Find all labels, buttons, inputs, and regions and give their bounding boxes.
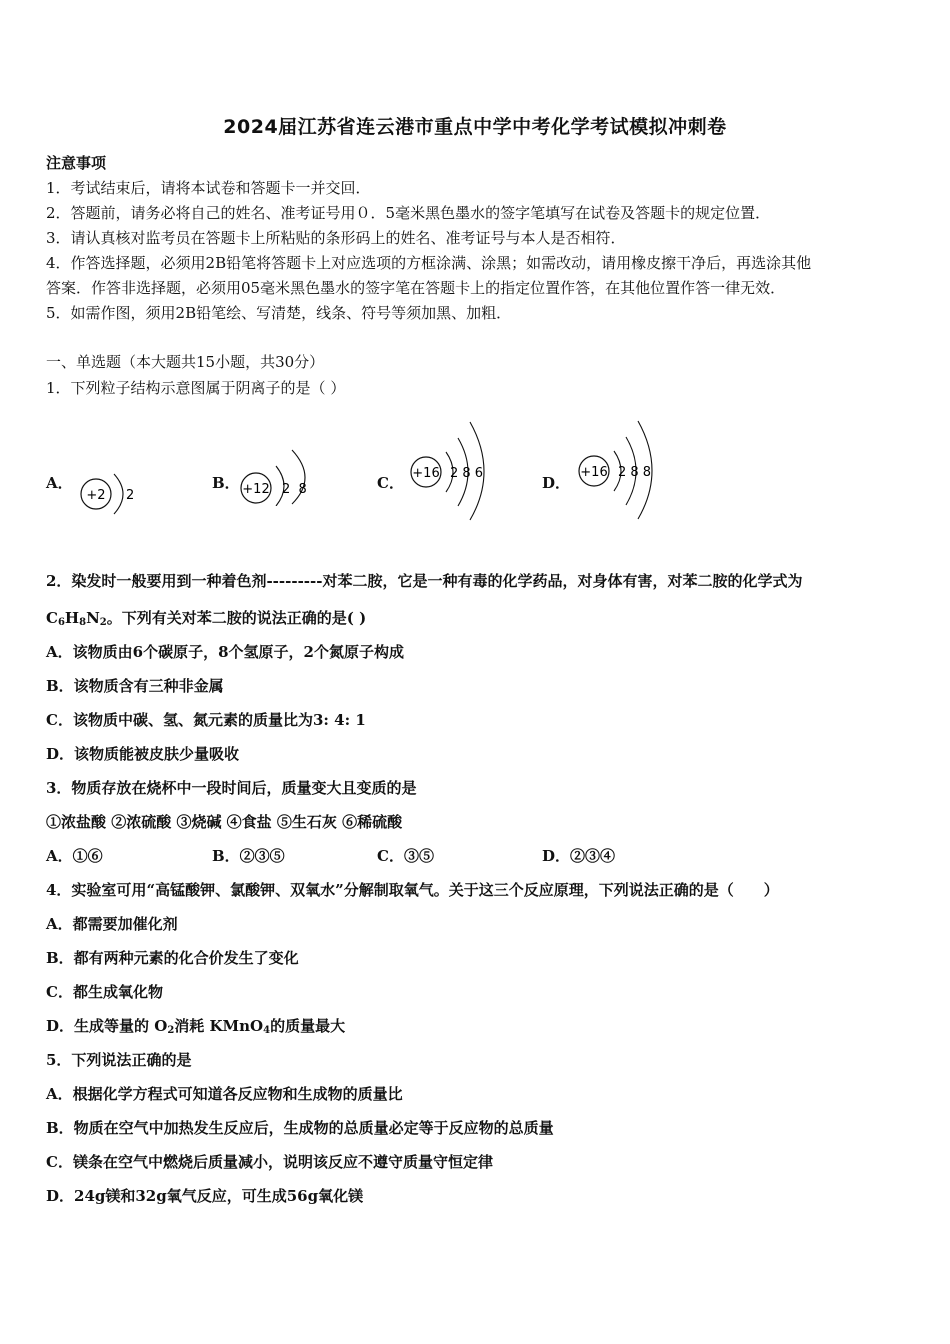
atom-diagram-c: [406, 414, 506, 528]
formula-c-count: 6: [57, 617, 65, 628]
q2-option-d: D．该物质能被皮肤少量吸收: [46, 745, 240, 763]
formula-h-count: 8: [79, 617, 87, 628]
q3-option-b: B．②③⑤: [212, 847, 285, 865]
q2-option-c: C．该物质中碳、氢、氮元素的质量比为3: 4: 1: [46, 711, 366, 729]
q3-option-a: A．①⑥: [46, 847, 103, 865]
nucleus-charge-c: +16: [412, 466, 440, 481]
q1-option-c-label: C．: [377, 474, 404, 492]
notice-item: 2．答题前，请务必将自己的姓名、准考证号用０．5毫米黑色墨水的签字笔填写在试卷及答题卡的规定位置．: [46, 204, 771, 222]
formula-h: H: [64, 609, 80, 627]
electron-count-a: 2: [126, 488, 135, 503]
question-3-items: ①浓盐酸 ②浓硫酸 ③烧碱 ④食盐 ⑤生石灰 ⑥稀硫酸: [46, 813, 403, 831]
notice-item: 4．作答选择题，必须用2B铅笔将答题卡上对应选项的方框涂满、涂黑；如需改动，请用橡皮擦干净后，再选涂其他: [46, 254, 812, 272]
q5-option-b: B．物质在空气中加热发生反应后，生成物的总质量必定等于反应物的总质量: [46, 1119, 554, 1137]
notice-heading: 注意事项: [46, 154, 107, 172]
o2-subscript: 2: [167, 1025, 175, 1036]
notice-item: 1．考试结束后，请将本试卷和答题卡一并交回．: [46, 179, 371, 197]
question-3-stem: 3．物质存放在烧杯中一段时间后，质量变大且变质的是: [46, 779, 417, 797]
formula-c: C: [46, 609, 58, 627]
electron-counts-d: 2 8 8: [618, 465, 652, 480]
question-2-tail: 。下列有关对苯二胺的说法正确的是( ): [106, 609, 367, 627]
atom-diagram-b: [236, 446, 326, 510]
q4-option-d-pre: D．生成等量的 O: [46, 1017, 168, 1035]
q2-option-a: A．该物质由6个碳原子，8个氢原子，2个氮原子构成: [46, 643, 404, 661]
q5-option-c: C．镁条在空气中燃烧后质量减小，说明该反应不遵守质量守恒定律: [46, 1153, 493, 1171]
nucleus-charge-b: +12: [242, 482, 270, 497]
q4-option-a: A．都需要加催化剂: [46, 915, 178, 933]
q4-option-d: [46, 1015, 345, 1036]
q5-option-d: D．24g镁和32g氧气反应，可生成56g氧化镁: [46, 1187, 364, 1205]
q4-option-d-mid: 消耗 KMnO: [174, 1017, 264, 1035]
q1-option-d-label: D．: [542, 474, 571, 492]
formula-n-count: 2: [99, 617, 107, 628]
section-heading: 一、单选题（本大题共15小题，共30分）: [46, 353, 325, 371]
nucleus-charge-a: +2: [86, 488, 106, 503]
notice-item: 答案．作答非选择题，必须用05毫米黑色墨水的签字笔在答题卡上的指定位置作答，在其他位置作答一律无效．: [46, 279, 786, 297]
q4-option-b: B．都有两种元素的化合价发生了变化: [46, 949, 299, 967]
q4-option-c: C．都生成氧化物: [46, 983, 163, 1001]
notice-item: 5．如需作图，须用2B铅笔绘、写清楚，线条、符号等须加黑、加粗．: [46, 304, 512, 322]
q2-option-b: B．该物质含有三种非金属: [46, 677, 224, 695]
q4-option-d-post: 的质量最大: [270, 1017, 346, 1035]
notice-item: 3．请认真核对监考员在答题卡上所粘贴的条形码上的姓名、准考证号与本人是否相符．: [46, 229, 626, 247]
q5-option-a: A．根据化学方程式可知道各反应物和生成物的质量比: [46, 1085, 403, 1103]
kmno4-subscript: 4: [263, 1025, 271, 1036]
q1-option-a-label: A．: [46, 474, 73, 492]
atom-diagram-d: [574, 413, 674, 527]
question-4-stem: 4．实验室可用“高锰酸钾、氯酸钾、双氧水”分解制取氧气。关于这三个反应原理，下列说法正确的是（ ）: [46, 881, 779, 899]
electron-counts-b: 2 8: [282, 482, 307, 497]
question-2-stem-cont: [46, 607, 366, 628]
atom-diagram-a: [76, 462, 146, 526]
electron-counts-c: 2 8 6: [450, 466, 484, 481]
q3-option-d: D．②③④: [542, 847, 616, 865]
nucleus-charge-d: +16: [580, 465, 608, 480]
question-2-stem: 2．染发时一般要用到一种着色剂---------对苯二胺，它是一种有毒的化学药品，对身体有害，对苯二胺的化学式为: [46, 572, 803, 590]
q1-option-b-label: B．: [212, 474, 240, 492]
page-title: 2024届江苏省连云港市重点中学中考化学考试模拟冲刺卷: [223, 116, 727, 138]
question-1-stem: 1．下列粒子结构示意图属于阴离子的是（ ）: [46, 379, 346, 397]
formula-n: N: [86, 609, 100, 627]
question-5-stem: 5．下列说法正确的是: [46, 1051, 192, 1069]
q3-option-c: C．③⑤: [377, 847, 434, 865]
